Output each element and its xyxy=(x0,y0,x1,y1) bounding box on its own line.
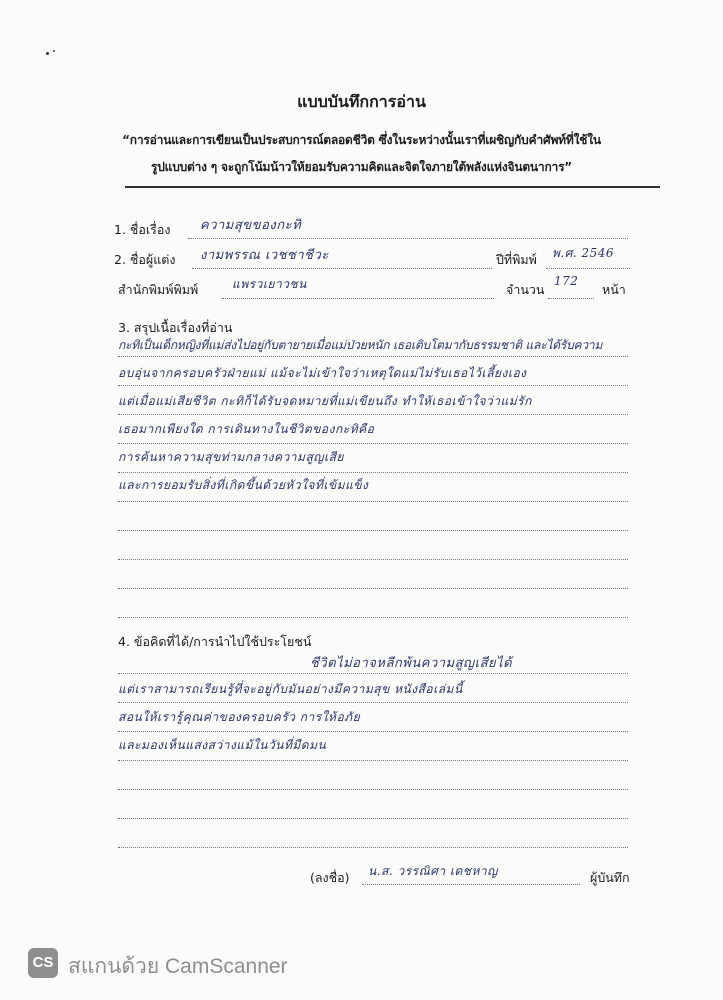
author-label: 2. ชื่อผู้แต่ง xyxy=(114,252,176,267)
takeaway-ruled-line xyxy=(118,789,628,790)
book-title-line xyxy=(188,238,628,239)
summary-ruled-line xyxy=(118,414,628,415)
year-label: ปีที่พิมพ์ xyxy=(496,252,537,267)
summary-ruled-line xyxy=(118,356,628,357)
summary-ruled-line xyxy=(118,385,628,386)
paper-speck xyxy=(46,52,49,55)
takeaway-line-2: แต่เราสามารถเรียนรู้ที่จะอยู่กับมันอย่างมีความสุข หนังสือเล่มนี้ xyxy=(118,682,463,696)
header-divider xyxy=(125,186,660,188)
author-value: งามพรรณ เวชชาชีวะ xyxy=(200,248,329,263)
motto-line-2: รูปแบบต่าง ๆ จะถูกโน้มน้าวให้ยอมรับความคิดและจิตใจภายใต้พลังแห่งจินตนาการ” xyxy=(151,160,572,174)
takeaway-line-3: สอนให้เรารู้คุณค่าของครอบครัว การให้อภัย xyxy=(118,710,361,724)
motto-line-1: “การอ่านและการเขียนเป็นประสบการณ์ตลอดชีวิต ซึ่งในระหว่างนั้นเราที่เผชิญกับคำศัพท์ที่ใช้ใน xyxy=(122,133,601,147)
pages-label: จำนวน xyxy=(506,282,545,297)
book-title-label: 1. ชื่อเรื่อง xyxy=(114,222,171,237)
signature-line xyxy=(362,884,580,885)
takeaway-label: 4. ข้อคิดที่ได้/การนำไปใช้ประโยชน์ xyxy=(118,634,312,649)
takeaway-ruled-line xyxy=(118,673,628,674)
form-title: แบบบันทึกการอ่าน xyxy=(297,92,426,111)
camscanner-watermark: สแกนด้วย CamScanner xyxy=(68,955,288,978)
takeaway-ruled-line xyxy=(118,818,628,819)
summary-line-5: การค้นหาความสุขท่ามกลางความสูญเสีย xyxy=(118,450,344,464)
publisher-line xyxy=(222,298,494,299)
summary-ruled-line xyxy=(118,559,628,560)
year-line xyxy=(546,268,630,269)
paper-speck xyxy=(53,50,55,52)
summary-ruled-line xyxy=(118,530,628,531)
summary-ruled-line xyxy=(118,472,628,473)
signature-open: (ลงชื่อ) xyxy=(310,870,350,885)
summary-ruled-line xyxy=(118,588,628,589)
summary-line-1: กะทิเป็นเด็กหญิงที่แม่ส่งไปอยู่กับตายายเมื่อแม่ป่วยหนัก เธอเติบโตมากับธรรมชาติ และได้รับความ xyxy=(118,338,603,352)
summary-ruled-line xyxy=(118,617,628,618)
camscanner-logo-icon: CS xyxy=(28,948,58,978)
publisher-label: สำนักพิมพ์พิมพ์ xyxy=(118,282,199,297)
signature-role: ผู้บันทึก xyxy=(590,870,630,885)
author-line xyxy=(192,268,492,269)
summary-line-2: อบอุ่นจากครอบครัวฝ่ายแม่ แม้จะไม่เข้าใจว่าเหตุใดแม่ไม่รับเธอไว้เลี้ยงเอง xyxy=(118,366,527,380)
takeaway-ruled-line xyxy=(118,731,628,732)
takeaway-ruled-line xyxy=(118,847,628,848)
year-value: พ.ศ. 2546 xyxy=(552,246,615,260)
takeaway-line-4: และมองเห็นแสงสว่างแม้ในวันที่มืดมน xyxy=(118,738,327,752)
pages-value: 172 xyxy=(554,274,579,288)
takeaway-line-1: ชีวิตไม่อาจหลีกพ้นความสูญเสียได้ xyxy=(310,656,513,671)
book-title-value: ความสุขของกะทิ xyxy=(200,218,302,233)
summary-line-3: แต่เมื่อแม่เสียชีวิต กะทิก็ได้รับจดหมายที่แม่เขียนถึง ทำให้เธอเข้าใจว่าแม่รัก xyxy=(118,394,532,408)
takeaway-ruled-line xyxy=(118,702,628,703)
summary-line-4: เธอมากเพียงใด การเดินทางในชีวิตของกะทิคือ xyxy=(118,422,375,436)
summary-ruled-line xyxy=(118,501,628,502)
publisher-value: แพรวเยาวชน xyxy=(232,277,307,291)
pages-line xyxy=(548,298,594,299)
summary-line-6: และการยอมรับสิ่งที่เกิดขึ้นด้วยหัวใจที่เข้มแข็ง xyxy=(118,478,369,492)
pages-unit: หน้า xyxy=(602,282,626,297)
summary-label: 3. สรุปเนื้อเรื่องที่อ่าน xyxy=(118,320,233,335)
takeaway-ruled-line xyxy=(118,760,628,761)
summary-ruled-line xyxy=(118,443,628,444)
signature-name: น.ส. วรรณิศา เดชหาญ xyxy=(368,864,498,878)
